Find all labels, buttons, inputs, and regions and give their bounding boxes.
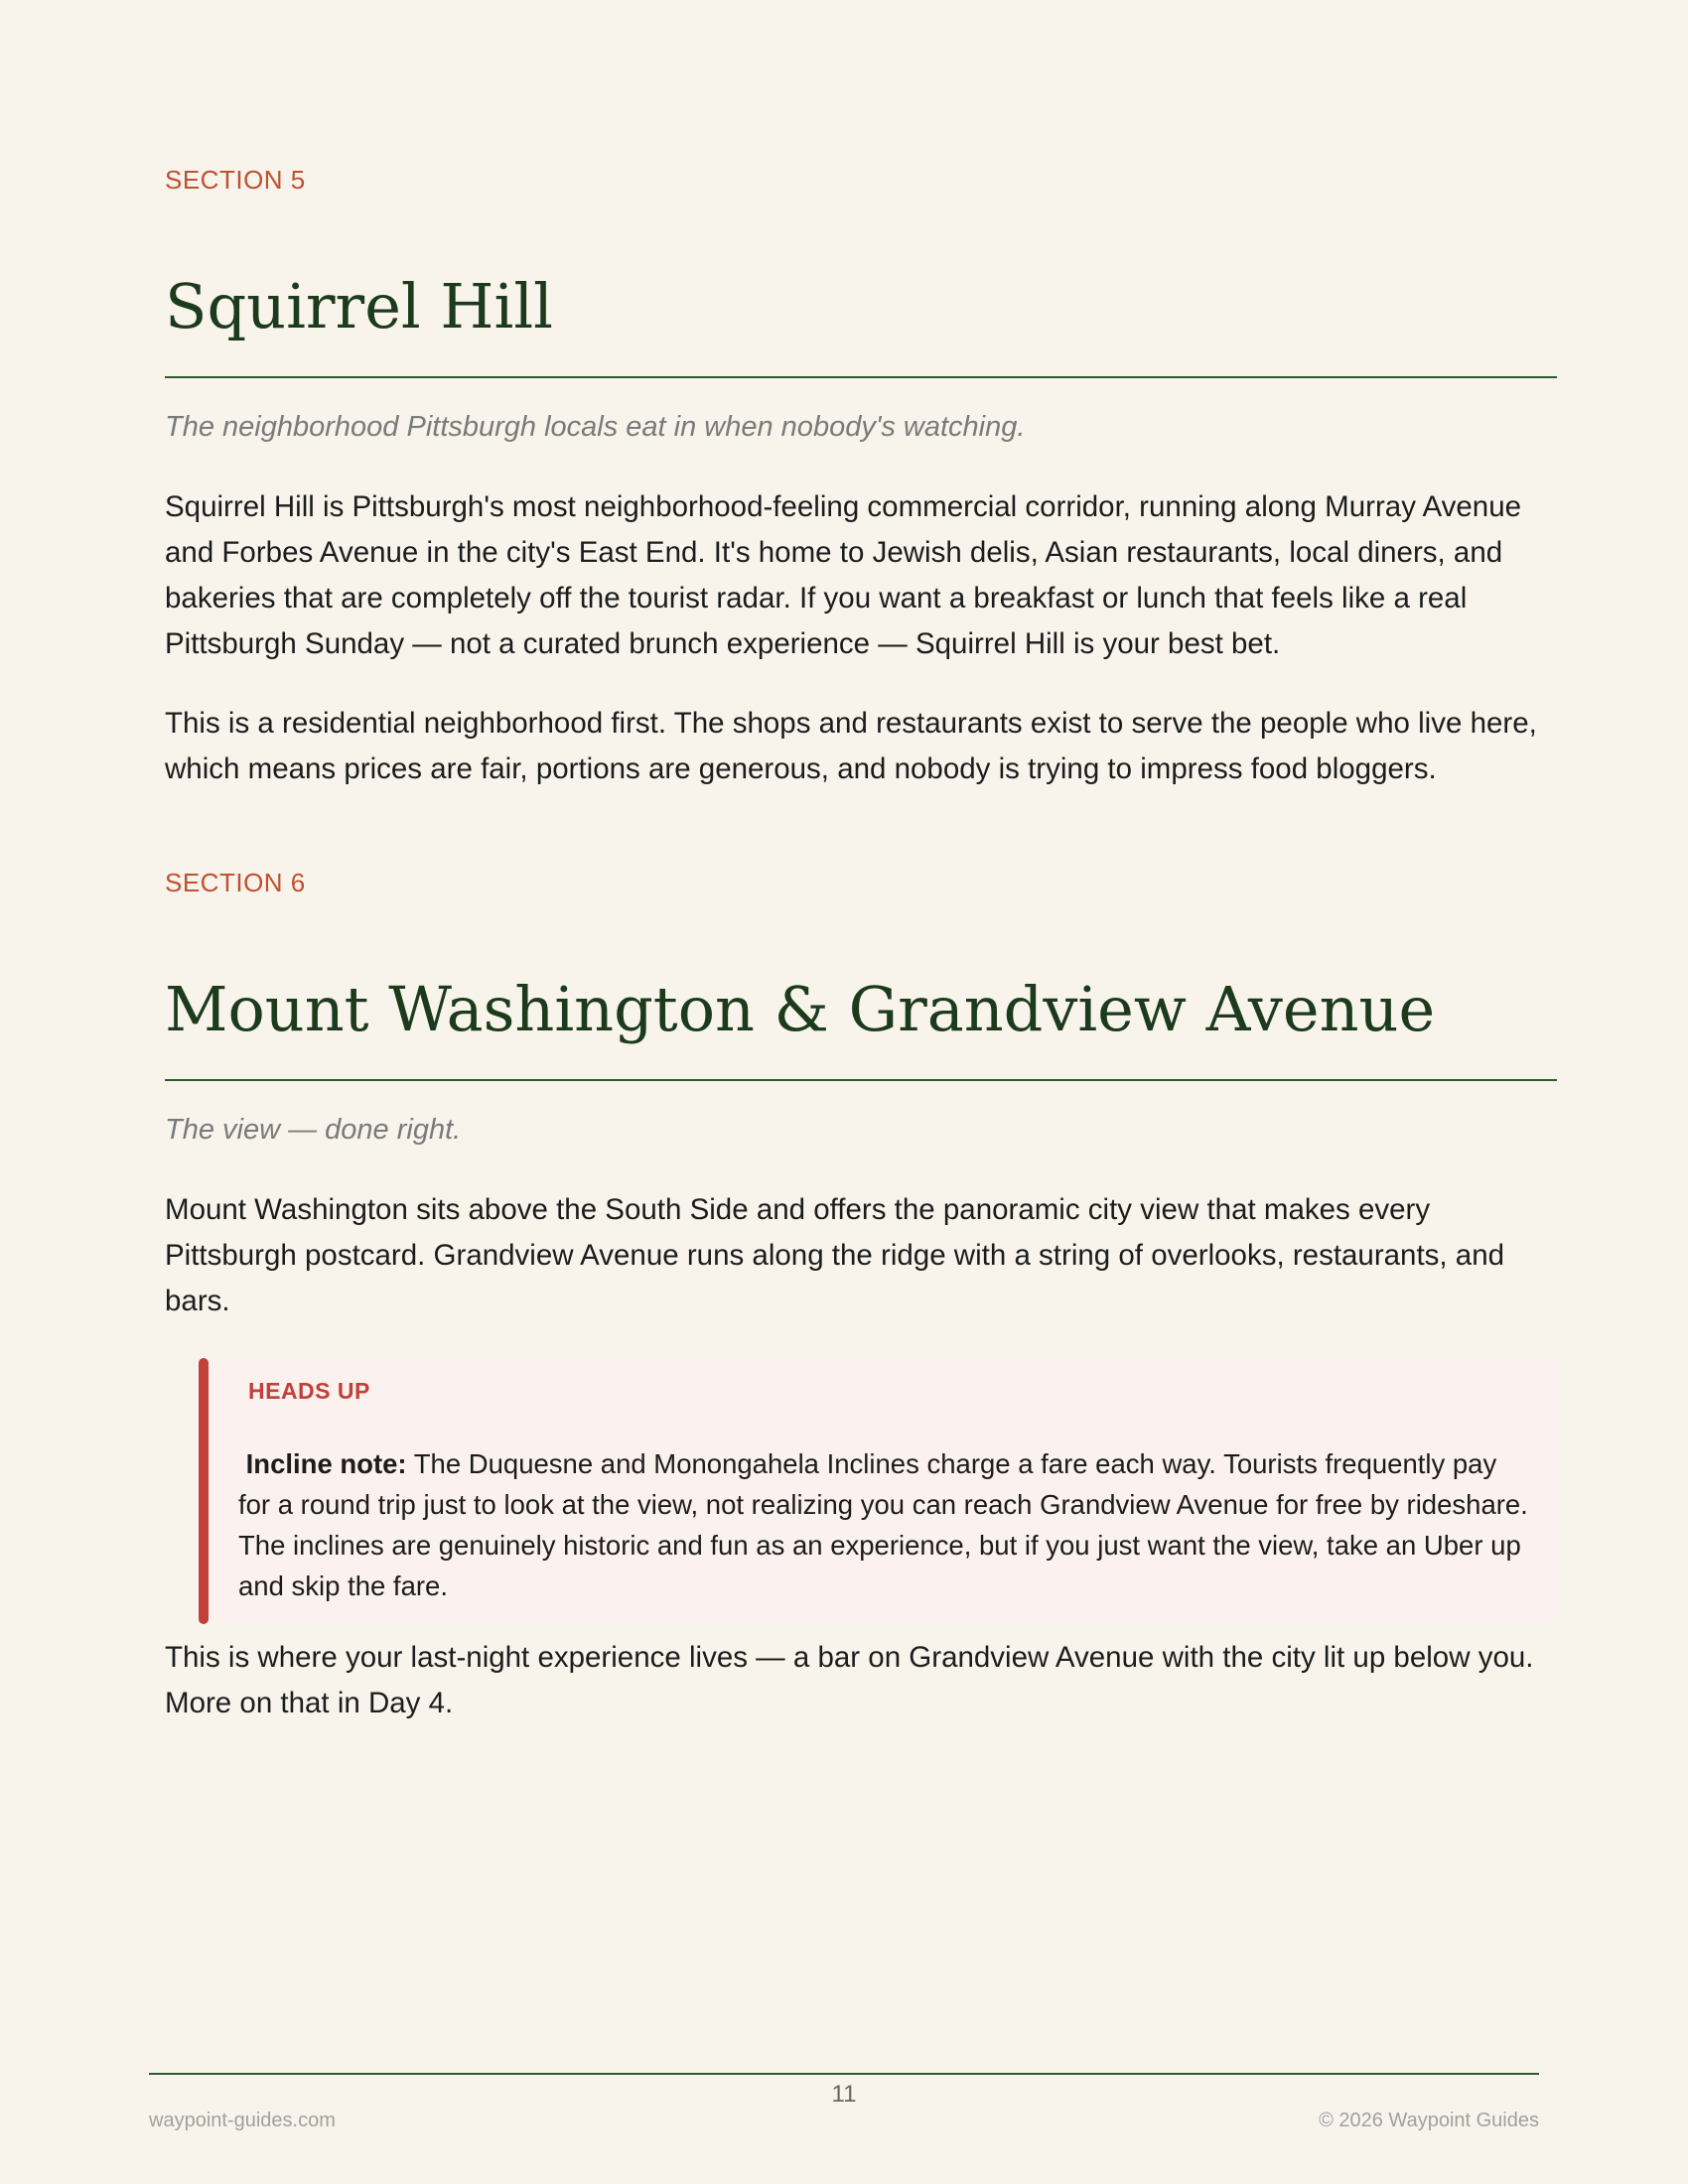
section-5-title: Squirrel Hill [165,270,553,342]
callout-text [238,1443,1529,1606]
section-6-paragraph-1: Mount Washington sits above the South Side and offers the panoramic city view that makes every Pittsburgh postcard. Grandview Avenue runs along the ridge with a string of overlooks, restaurants, and bars. [165,1193,1505,1317]
footer-copyright: © 2026 Waypoint Guides [1319,2110,1539,2131]
section-5-paragraph-1: Squirrel Hill is Pittsburgh's most neighborhood-feeling commercial corridor, running along Murray Avenue and Forbes Avenue in the city's East End. It's home to Jewish delis, Asian restaurants, local diners, and bakeries that are completely off the tourist radar. If you want a breakfast or lunch that feels like a real Pittsburgh Sunday — not a curated brunch experience — Squirrel Hill is your best bet. [165,490,1522,660]
callout-body: The Duquesne and Monongahela Inclines charge a fare each way. Tourists frequently pay for a round trip just to look at the view, not realizing you can reach Grandview Avenue for free by rideshare. The inclines are genuinely historic and fun as an experience, but if you just want the view, take an Uber up and skip the fare. [238,1448,1528,1601]
page-number: 11 [831,2081,857,2108]
section-6-label: SECTION 6 [165,868,306,897]
section-6-paragraph-2: This is where your last-night experience lives — a bar on Grandview Avenue with the city lit up below you. More on that in Day 4. [165,1641,1534,1719]
footer-divider [149,2073,1539,2075]
callout-accent-bar [199,1358,209,1624]
section-5-label: SECTION 5 [165,165,306,195]
section-6-divider [165,1079,1557,1081]
heads-up-callout [199,1358,1557,1624]
footer-website: waypoint-guides.com [149,2110,336,2131]
callout-lead: Incline note: [245,1448,407,1479]
section-6-title: Mount Washington & Grandview Avenue [165,973,1436,1045]
section-6-subtitle: The view — done right. [165,1114,462,1146]
section-5-subtitle: The neighborhood Pittsburgh locals eat in when nobody's watching. [165,411,1026,443]
callout-label: HEADS UP [248,1378,370,1404]
section-5-paragraph-2: This is a residential neighborhood first. The shops and restaurants exist to serve the people who live here, which means prices are fair, portions are generous, and nobody is trying to impress food bloggers. [165,707,1537,785]
section-5-divider [165,376,1557,378]
